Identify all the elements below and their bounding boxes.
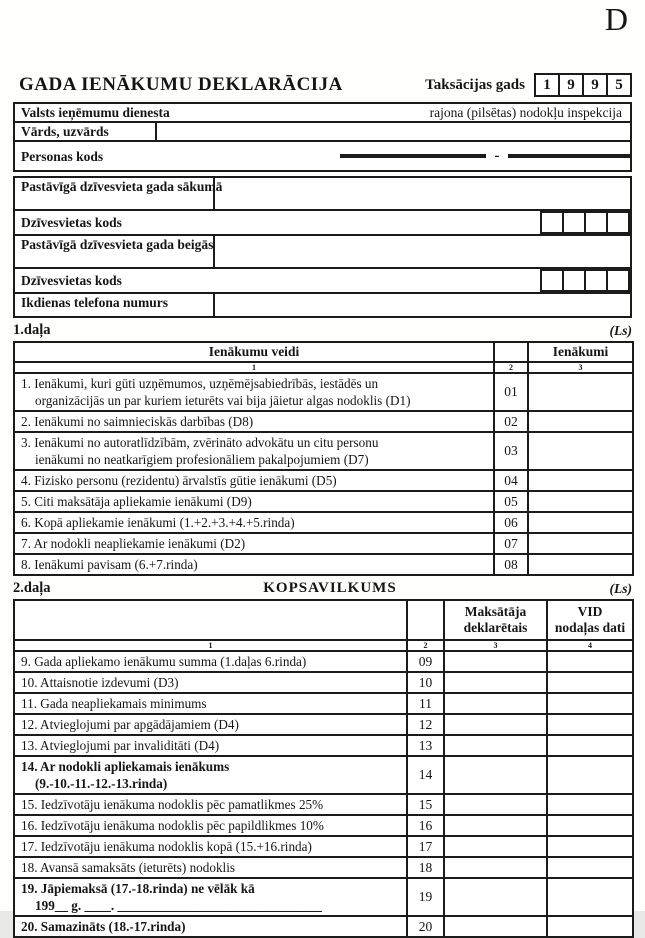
income-value-cell[interactable] bbox=[528, 411, 633, 432]
vid-value-cell[interactable] bbox=[547, 878, 633, 916]
row-code: 15 bbox=[407, 794, 444, 815]
income-value-cell[interactable] bbox=[528, 373, 633, 411]
part1-section-label: 1.daļa bbox=[13, 322, 51, 338]
payer-value-cell[interactable] bbox=[444, 878, 547, 916]
row-label: 16. Iedzīvotāju ienākuma nodoklis pēc papildlikmes 10% bbox=[14, 815, 407, 836]
table-row bbox=[14, 432, 633, 470]
residence-code-boxes-2 bbox=[540, 269, 630, 292]
residence-code-row-2 bbox=[15, 269, 630, 294]
column-number: 2 bbox=[407, 640, 444, 651]
part1-col-types-header: Ienākumu veidi bbox=[14, 342, 494, 362]
vid-value-cell[interactable] bbox=[547, 714, 633, 735]
residence-code-box[interactable] bbox=[540, 269, 564, 292]
part1-column-number-row bbox=[14, 362, 633, 373]
row-code: 18 bbox=[407, 857, 444, 878]
part1-table bbox=[13, 341, 634, 576]
income-value-cell[interactable] bbox=[528, 491, 633, 512]
part2-section-head bbox=[13, 580, 632, 597]
title-row bbox=[13, 72, 632, 98]
column-number: 2 bbox=[494, 362, 528, 373]
page-title: GADA IENĀKUMU DEKLARĀCIJA bbox=[19, 74, 343, 95]
row-label: 13. Atvieglojumi par invaliditāti (D4) bbox=[14, 735, 407, 756]
row-label: 15. Iedzīvotāju ienākuma nodoklis pēc pamatlikmes 25% bbox=[14, 794, 407, 815]
tax-year-digit-box[interactable]: 1 bbox=[534, 73, 560, 97]
tax-year-boxes bbox=[534, 73, 632, 97]
address-block bbox=[13, 176, 632, 318]
row-code: 10 bbox=[407, 672, 444, 693]
personal-code-boxes bbox=[340, 142, 630, 170]
payer-value-cell[interactable] bbox=[444, 714, 547, 735]
payer-value-cell[interactable] bbox=[444, 735, 547, 756]
part2-col-code-header bbox=[407, 600, 444, 640]
row-code: 20 bbox=[407, 916, 444, 937]
row-label: 18. Avansā samaksāts (ieturēts) nodoklis bbox=[14, 857, 407, 878]
table-row bbox=[14, 533, 633, 554]
personal-code-box[interactable] bbox=[508, 154, 534, 158]
name-row bbox=[15, 123, 630, 142]
part1-currency-label: (Ls) bbox=[609, 323, 632, 338]
row-code: 08 bbox=[494, 554, 528, 575]
table-row bbox=[14, 411, 633, 432]
address-start-input-area[interactable] bbox=[215, 178, 630, 209]
residence-code-box[interactable] bbox=[540, 211, 564, 234]
table-row bbox=[14, 815, 633, 836]
personal-code-boxes-right bbox=[508, 154, 630, 158]
column-number: 1 bbox=[14, 362, 494, 373]
row-label: 7. Ar nodokli neapliekamie ienākumi (D2) bbox=[14, 533, 494, 554]
address-end-label: Pastāvīgā dzīvesvieta gada beigās bbox=[15, 236, 215, 267]
table-row bbox=[14, 857, 633, 878]
tax-year-digit-box[interactable]: 5 bbox=[606, 73, 632, 97]
row-label: 10. Attaisnotie izdevumi (D3) bbox=[14, 672, 407, 693]
personal-code-box[interactable] bbox=[460, 154, 486, 158]
residence-code-box[interactable] bbox=[584, 269, 608, 292]
table-row bbox=[14, 491, 633, 512]
personal-code-box[interactable] bbox=[340, 154, 366, 158]
residence-code-box[interactable] bbox=[562, 211, 586, 234]
payer-value-cell[interactable] bbox=[444, 794, 547, 815]
personal-code-row bbox=[15, 142, 630, 170]
payer-value-cell[interactable] bbox=[444, 815, 547, 836]
row-code: 12 bbox=[407, 714, 444, 735]
column-number: 3 bbox=[444, 640, 547, 651]
row-label: 12. Atvieglojumi par apgādājamiem (D4) bbox=[14, 714, 407, 735]
payer-value-cell[interactable] bbox=[444, 672, 547, 693]
row-label: 8. Ienākumi pavisam (6.+7.rinda) bbox=[14, 554, 494, 575]
row-label: 20. Samazināts (18.-17.rinda) bbox=[14, 916, 407, 937]
table-row bbox=[14, 470, 633, 491]
table-row bbox=[14, 373, 633, 411]
row-label: 3. Ienākumi no autoratlīdzībām, zvērināto advokātu un citu personu ienākumi no neatkarīgiem profesionāliem pakalpojumiem (D7) bbox=[14, 432, 494, 470]
payer-value-cell[interactable] bbox=[444, 836, 547, 857]
row-label: 6. Kopā apliekamie ienākumi (1.+2.+3.+4.+5.rinda) bbox=[14, 512, 494, 533]
part2-col-label-header bbox=[14, 600, 407, 640]
row-label: 5. Citi maksātāja apliekamie ienākumi (D9) bbox=[14, 491, 494, 512]
vid-value-cell[interactable] bbox=[547, 735, 633, 756]
residence-code-box[interactable] bbox=[606, 211, 630, 234]
row-label: 2. Ienākumi no saimnieciskās darbības (D8) bbox=[14, 411, 494, 432]
part2-header-row bbox=[14, 600, 633, 640]
name-input-area[interactable] bbox=[157, 123, 630, 140]
phone-row bbox=[15, 294, 630, 316]
income-value-cell[interactable] bbox=[528, 554, 633, 575]
address-start-row bbox=[15, 178, 630, 211]
personal-code-box[interactable] bbox=[556, 154, 582, 158]
row-label: 9. Gada apliekamo ienākumu summa (1.daļas 6.rinda) bbox=[14, 651, 407, 672]
part2-title: KOPSAVILKUMS bbox=[263, 580, 397, 596]
payer-value-cell[interactable] bbox=[444, 916, 547, 937]
personal-code-box[interactable] bbox=[580, 154, 606, 158]
residence-code-box[interactable] bbox=[584, 211, 608, 234]
table-row bbox=[14, 651, 633, 672]
table-row bbox=[14, 512, 633, 533]
vid-value-cell[interactable] bbox=[547, 693, 633, 714]
row-code: 04 bbox=[494, 470, 528, 491]
table-row bbox=[14, 916, 633, 937]
part2-col-payer-header: Maksātāja deklarētais bbox=[444, 600, 547, 640]
residence-code-box[interactable] bbox=[606, 269, 630, 292]
authority-row bbox=[15, 104, 630, 123]
vid-value-cell[interactable] bbox=[547, 672, 633, 693]
income-value-cell[interactable] bbox=[528, 533, 633, 554]
part1-col-code-header bbox=[494, 342, 528, 362]
address-end-input-area[interactable] bbox=[215, 236, 630, 267]
address-start-label: Pastāvīgā dzīvesvieta gada sākumā bbox=[15, 178, 215, 209]
authority-left-label: Valsts ieņēmumu dienesta bbox=[21, 105, 170, 120]
form-type-letter: D bbox=[604, 1, 628, 37]
residence-code-box[interactable] bbox=[562, 269, 586, 292]
row-code: 09 bbox=[407, 651, 444, 672]
payer-value-cell[interactable] bbox=[444, 651, 547, 672]
personal-code-label: Personas kods bbox=[21, 148, 104, 164]
row-label: 14. Ar nodokli apliekamais ienākums (9.-10.-11.-12.-13.rinda) bbox=[14, 756, 407, 794]
vid-value-cell[interactable] bbox=[547, 836, 633, 857]
income-value-cell[interactable] bbox=[528, 512, 633, 533]
part2-column-number-row bbox=[14, 640, 633, 651]
table-row bbox=[14, 714, 633, 735]
row-label: 19. Jāpiemaksā (17.-18.rinda) ne vēlāk kā 199__ g. ____. _______________________________ bbox=[14, 878, 407, 916]
part2-currency-label: (Ls) bbox=[609, 581, 632, 596]
authority-right-label: rajona (pilsētas) nodokļu inspekcija bbox=[429, 105, 622, 120]
part1-section-head bbox=[13, 322, 632, 339]
income-value-cell[interactable] bbox=[528, 470, 633, 491]
table-row bbox=[14, 693, 633, 714]
personal-code-box[interactable] bbox=[604, 154, 630, 158]
vid-value-cell[interactable] bbox=[547, 857, 633, 878]
vid-value-cell[interactable] bbox=[547, 756, 633, 794]
personal-code-box[interactable] bbox=[532, 154, 558, 158]
row-label: 4. Fizisko personu (rezidentu) ārvalstīs gūtie ienākumi (D5) bbox=[14, 470, 494, 491]
row-code: 06 bbox=[494, 512, 528, 533]
vid-value-cell[interactable] bbox=[547, 794, 633, 815]
part2-table bbox=[13, 599, 634, 938]
row-label: 17. Iedzīvotāju ienākuma nodoklis kopā (15.+16.rinda) bbox=[14, 836, 407, 857]
residence-code-row-1 bbox=[15, 211, 630, 236]
column-number: 4 bbox=[547, 640, 633, 651]
row-code: 03 bbox=[494, 432, 528, 470]
tax-year-digit-box[interactable]: 9 bbox=[582, 73, 608, 97]
row-code: 02 bbox=[494, 411, 528, 432]
name-label: Vārds, uzvārds bbox=[15, 123, 157, 140]
vid-value-cell[interactable] bbox=[547, 815, 633, 836]
row-code: 07 bbox=[494, 533, 528, 554]
phone-input-area[interactable] bbox=[215, 294, 630, 316]
table-row bbox=[14, 878, 633, 916]
vid-value-cell[interactable] bbox=[547, 916, 633, 937]
row-code: 05 bbox=[494, 491, 528, 512]
column-number: 3 bbox=[528, 362, 633, 373]
table-row bbox=[14, 794, 633, 815]
personal-code-boxes-left bbox=[340, 154, 486, 158]
income-value-cell[interactable] bbox=[528, 432, 633, 470]
table-row bbox=[14, 672, 633, 693]
residence-code-label: Dzīvesvietas kods bbox=[21, 273, 122, 288]
row-code: 11 bbox=[407, 693, 444, 714]
part1-header-row bbox=[14, 342, 633, 362]
identity-block bbox=[13, 102, 632, 172]
tax-year-label: Taksācijas gads bbox=[425, 76, 525, 93]
row-code: 16 bbox=[407, 815, 444, 836]
payer-value-cell[interactable] bbox=[444, 857, 547, 878]
residence-code-boxes-1 bbox=[540, 211, 630, 234]
row-label: 11. Gada neapliekamais minimums bbox=[14, 693, 407, 714]
tax-year-group bbox=[425, 73, 632, 97]
payer-value-cell[interactable] bbox=[444, 756, 547, 794]
vid-value-cell[interactable] bbox=[547, 651, 633, 672]
personal-code-box[interactable] bbox=[412, 154, 438, 158]
row-code: 13 bbox=[407, 735, 444, 756]
personal-code-box[interactable] bbox=[364, 154, 390, 158]
payer-value-cell[interactable] bbox=[444, 693, 547, 714]
phone-label: Ikdienas telefona numurs bbox=[15, 294, 215, 316]
residence-code-label: Dzīvesvietas kods bbox=[21, 215, 122, 230]
table-row bbox=[14, 756, 633, 794]
row-code: 19 bbox=[407, 878, 444, 916]
row-label: 1. Ienākumi, kuri gūti uzņēmumos, uzņēmējsabiedrībās, iestādēs un organizācijās un par kuriem ieturēts vai bija jāietur algas nodoklis (D1) bbox=[14, 373, 494, 411]
row-code: 17 bbox=[407, 836, 444, 857]
address-end-row bbox=[15, 236, 630, 269]
table-row bbox=[14, 735, 633, 756]
part2-section-label: 2.daļa bbox=[13, 580, 51, 596]
table-row bbox=[14, 836, 633, 857]
tax-year-digit-box[interactable]: 9 bbox=[558, 73, 584, 97]
column-number: 1 bbox=[14, 640, 407, 651]
personal-code-box[interactable] bbox=[436, 154, 462, 158]
personal-code-dash: - bbox=[494, 147, 500, 164]
personal-code-box[interactable] bbox=[388, 154, 414, 158]
row-code: 14 bbox=[407, 756, 444, 794]
part1-col-income-header: Ienākumi bbox=[528, 342, 633, 362]
part2-col-vid-header: VID nodaļas dati bbox=[547, 600, 633, 640]
table-row bbox=[14, 554, 633, 575]
row-code: 01 bbox=[494, 373, 528, 411]
